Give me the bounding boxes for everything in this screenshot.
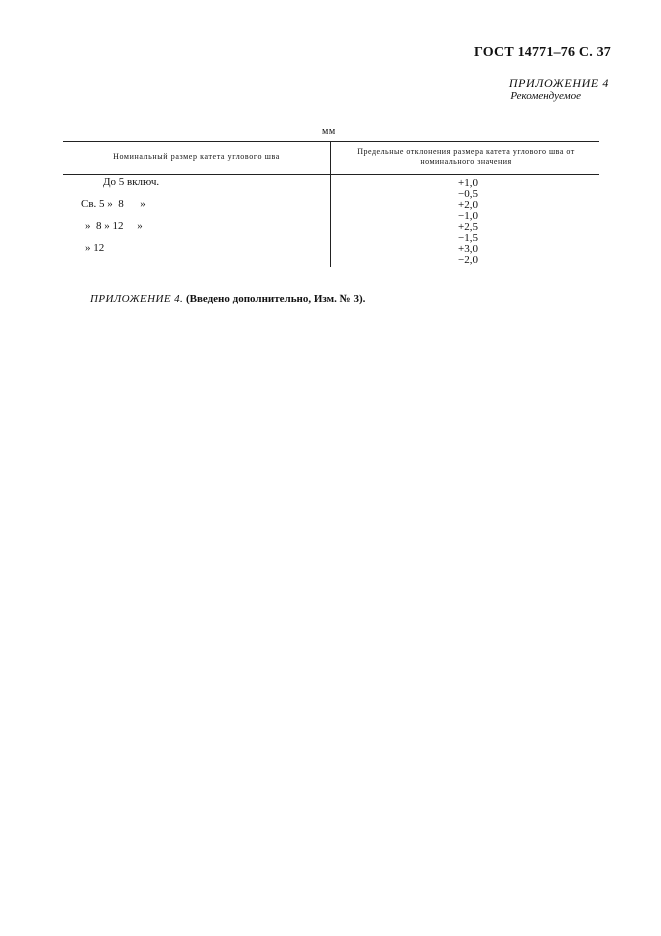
- document-reference: ГОСТ 14771–76 С. 37: [474, 45, 611, 60]
- row-size-1: До 5 включ.: [103, 176, 160, 188]
- row-minus-4: −2,0: [458, 254, 478, 266]
- table-top-rule: [63, 141, 599, 142]
- row-minus-3: −1,5: [458, 232, 478, 244]
- row-size-4: » 12: [85, 242, 105, 254]
- row-minus-2: −1,0: [458, 210, 478, 222]
- appendix-footnote: [90, 293, 365, 305]
- column-header-deviation: [333, 147, 599, 167]
- row-size-2: Св. 5 » 8 »: [81, 198, 146, 210]
- table-unit: мм: [322, 126, 336, 137]
- table-header-rule: [63, 174, 599, 175]
- column-header-size: Номинальный размер катета углового шва: [113, 152, 280, 161]
- row-plus-1: +1,0: [458, 177, 478, 189]
- footnote-label: ПРИЛОЖЕНИЕ 4.: [90, 293, 184, 305]
- footnote-text: (Введено дополнительно, Изм. № 3).: [185, 293, 366, 305]
- row-plus-4: +3,0: [458, 243, 478, 255]
- row-plus-2: +2,0: [458, 199, 478, 211]
- column-header-deviation-line2: номинального значения: [420, 157, 512, 166]
- column-header-deviation-line1: Предельные отклонения размера катета углового шва от: [357, 147, 575, 156]
- table-column-divider: [330, 141, 331, 267]
- tolerance-table: [63, 141, 599, 267]
- appendix-status: Рекомендуемое: [510, 90, 581, 102]
- row-plus-3: +2,5: [458, 221, 478, 233]
- row-size-3: » 8 » 12 »: [85, 220, 143, 232]
- appendix-title: ПРИЛОЖЕНИЕ 4: [508, 76, 609, 90]
- row-minus-1: −0,5: [458, 188, 478, 200]
